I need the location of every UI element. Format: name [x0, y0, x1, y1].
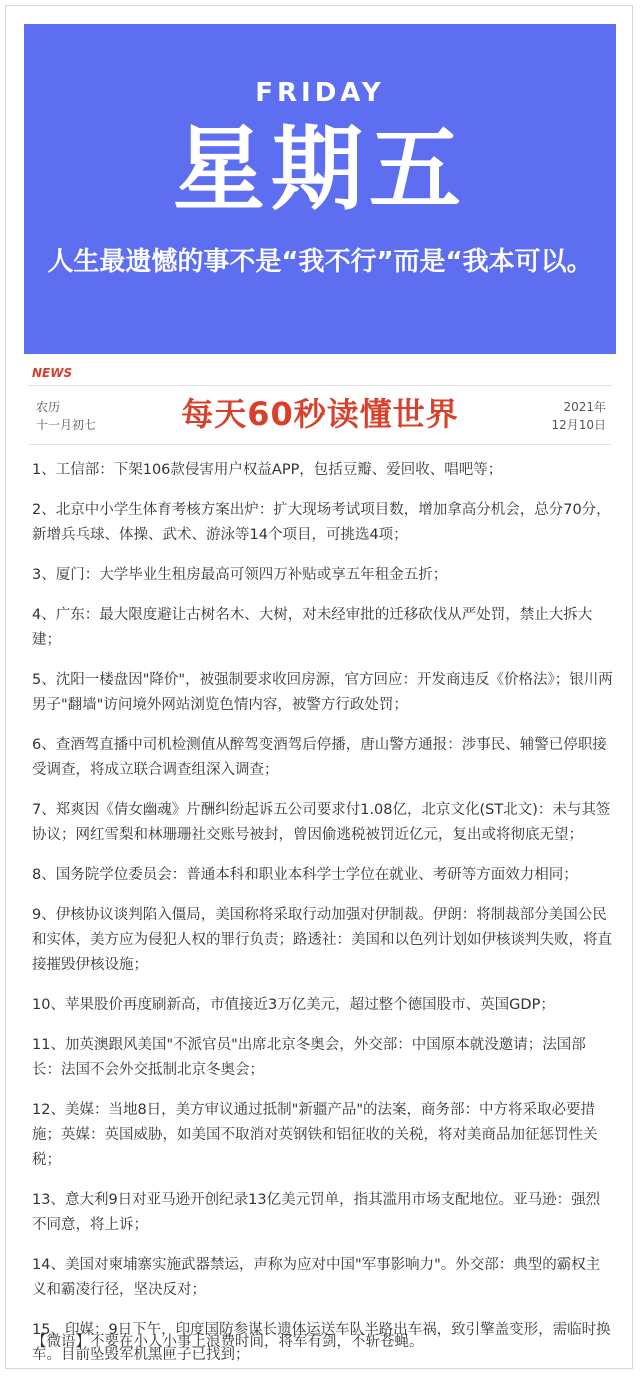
gregorian-date [551, 398, 606, 434]
daily-whisper: 【微语】不要在小人小事上浪费时间，将军有剑，不斩苍蝇。 [32, 1334, 424, 1350]
news-item: 6、查酒驾直播中司机检测值从醉驾变酒驾后停播，唐山警方通报：涉事民、辅警已停职接受调查，将成立联合调查组深入调查； [32, 737, 607, 778]
news-item: 12、美媒：当地8日，美方审议通过抵制"新疆产品"的法案，商务部：中方将采取必要措施；英媒：英国威胁，如美国不取消对英钢铁和铝征收的关税，将对美商品加征惩罚性关税； [32, 1102, 598, 1168]
header-divider-top [28, 385, 612, 386]
weekday-english: FRIDAY [255, 78, 385, 108]
news-item: 4、广东：最大限度避让古树名木、大树，对未经审批的迁移砍伐从严处罚，禁止大拆大建； [32, 607, 593, 648]
news-item: 3、厦门：大学毕业生租房最高可领四万补贴或享五年租金五折； [32, 567, 448, 583]
news-section-label: NEWS [32, 366, 73, 380]
news-item: 10、苹果股价再度刷新高，市值接近3万亿美元，超过整个德国股市、英国GDP； [32, 997, 555, 1013]
news-item: 5、沈阳一楼盘因"降价"，被强制要求收回房源，官方回应：开发商违反《价格法》；银川两男子"翻墙"访问境外网站浏览色情内容，被警方行政处罚； [32, 672, 613, 713]
header-divider-bottom [28, 444, 612, 445]
news-item: 11、加英澳跟风美国"不派官员"出席北京冬奥会，外交部：中国原本就没邀请；法国部长：法国不会外交抵制北京冬奥会； [32, 1037, 586, 1078]
date-month-day: 12月10日 [551, 418, 606, 432]
news-item: 1、工信部：下架106款侵害用户权益APP，包括豆瓣、爱回收、唱吧等； [32, 462, 503, 478]
lunar-day: 十一月初七 [36, 418, 97, 432]
news-item: 7、郑爽因《倩女幽魂》片酬纠纷起诉五公司要求付1.08亿，北京文化(ST北文)：未与其签协议；网红雪梨和林珊珊社交账号被封，曾因偷逃税被罚近亿元，复出或将彻底无望； [32, 802, 611, 843]
page-title: 每天60秒读懂世界 [181, 395, 459, 433]
news-item: 8、国务院学位委员会：普通本科和职业本科学士学位在就业、考研等方面效力相同； [32, 867, 578, 883]
news-item: 13、意大利9日对亚马逊开创纪录13亿美元罚单，指其滥用市场支配地位。亚马逊：强烈不同意，将上诉； [32, 1192, 601, 1233]
daily-quote: 人生最遗憾的事不是“我不行”而是“我本可以。 [47, 247, 593, 277]
news-item: 14、美国对柬埔寨实施武器禁运，声称为应对中国"军事影响力"。外交部：典型的霸权主义和霸凌行径，坚决反对； [32, 1257, 601, 1298]
weekday-banner [24, 24, 616, 354]
news-item: 15、印媒：9日下午，印度国防参谋长遗体运送车队半路出车祸，致引擎盖变形，需临时换车。目前坠毁军机黑匣子已找到； [32, 1322, 611, 1363]
date-year: 2021年 [563, 400, 606, 414]
news-item: 9、伊核协议谈判陷入僵局，美国称将采取行动加强对伊制裁。伊朗：将制裁部分美国公民和实体，美方应为侵犯人权的罪行负责；路透社：美国和以色列计划如伊核谈判失败，将直接摧毁伊核设施； [32, 907, 612, 973]
lunar-label: 农历 [36, 400, 61, 414]
weekday-chinese: 星期五 [172, 116, 467, 223]
news-list [32, 458, 614, 1383]
news-item: 2、北京中小学生体育考核方案出炉：扩大现场考试项目数，增加拿高分机会，总分70分，新增兵乓球、体操、武术、游泳等14个项目，可挑选4项； [32, 502, 611, 543]
